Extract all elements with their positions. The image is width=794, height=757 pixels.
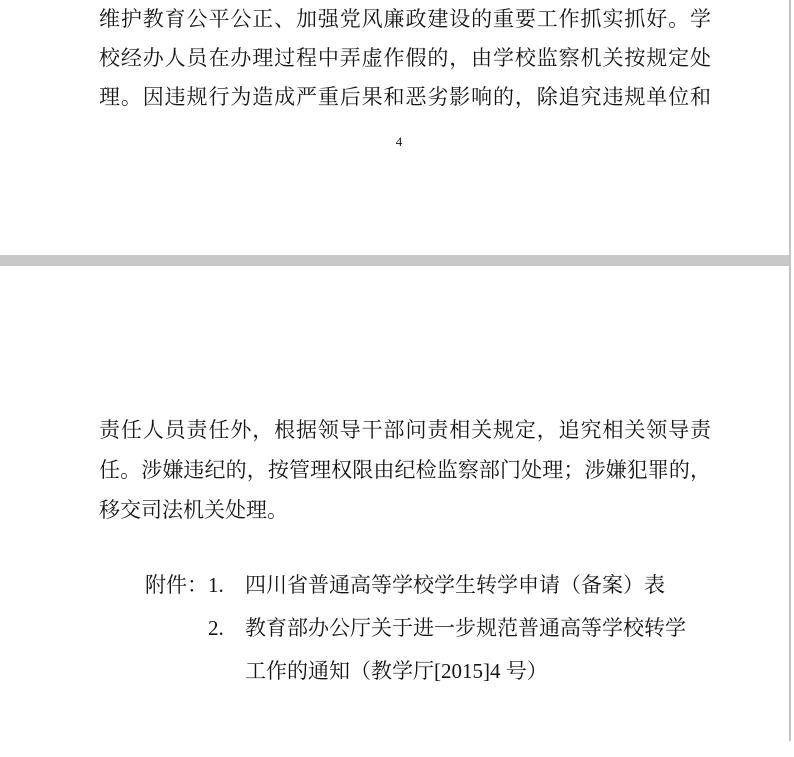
attachment-item-text: 教育部办公厅关于进一步规范普通高等学校转学 <box>245 616 686 640</box>
attachment-item-number: 1. <box>208 573 224 597</box>
page-number: 4 <box>395 134 403 149</box>
attachment-label: 附件： <box>145 573 208 597</box>
attachment-item-text: 四川省普通高等学校学生转学申请（备案）表 <box>245 573 665 597</box>
attachment-item-text: 工作的通知（教学厅[2015]4 号） <box>245 659 548 683</box>
page-5-paragraph <box>99 410 711 530</box>
text-line: 责任人员责任外，根据领导干部问责相关规定，追究相关领导责 <box>99 418 711 442</box>
text-line: 移交司法机关处理。 <box>99 498 288 522</box>
pane-border <box>789 0 791 741</box>
text-line: 任。涉嫌违纪的，按管理权限由纪检监察部门处理；涉嫌犯罪的， <box>99 458 711 482</box>
attachment-line <box>0 650 789 693</box>
text-line: 维护教育公平公正、加强党风廉政建设的重要工作抓实抓好。学 <box>99 7 711 31</box>
page-4 <box>0 0 789 255</box>
text-line: 校经办人员在办理过程中弄虚作假的，由学校监察机关按规定处 <box>99 46 711 70</box>
page-separator <box>0 255 789 266</box>
page-4-paragraph <box>99 0 711 117</box>
attachment-line <box>0 564 789 607</box>
attachment-line <box>0 607 789 650</box>
page-5 <box>0 266 789 757</box>
attachment-item-number: 2. <box>208 616 224 640</box>
text-line: 理。因违规行为造成严重后果和恶劣影响的，除追究违规单位和 <box>99 85 711 109</box>
